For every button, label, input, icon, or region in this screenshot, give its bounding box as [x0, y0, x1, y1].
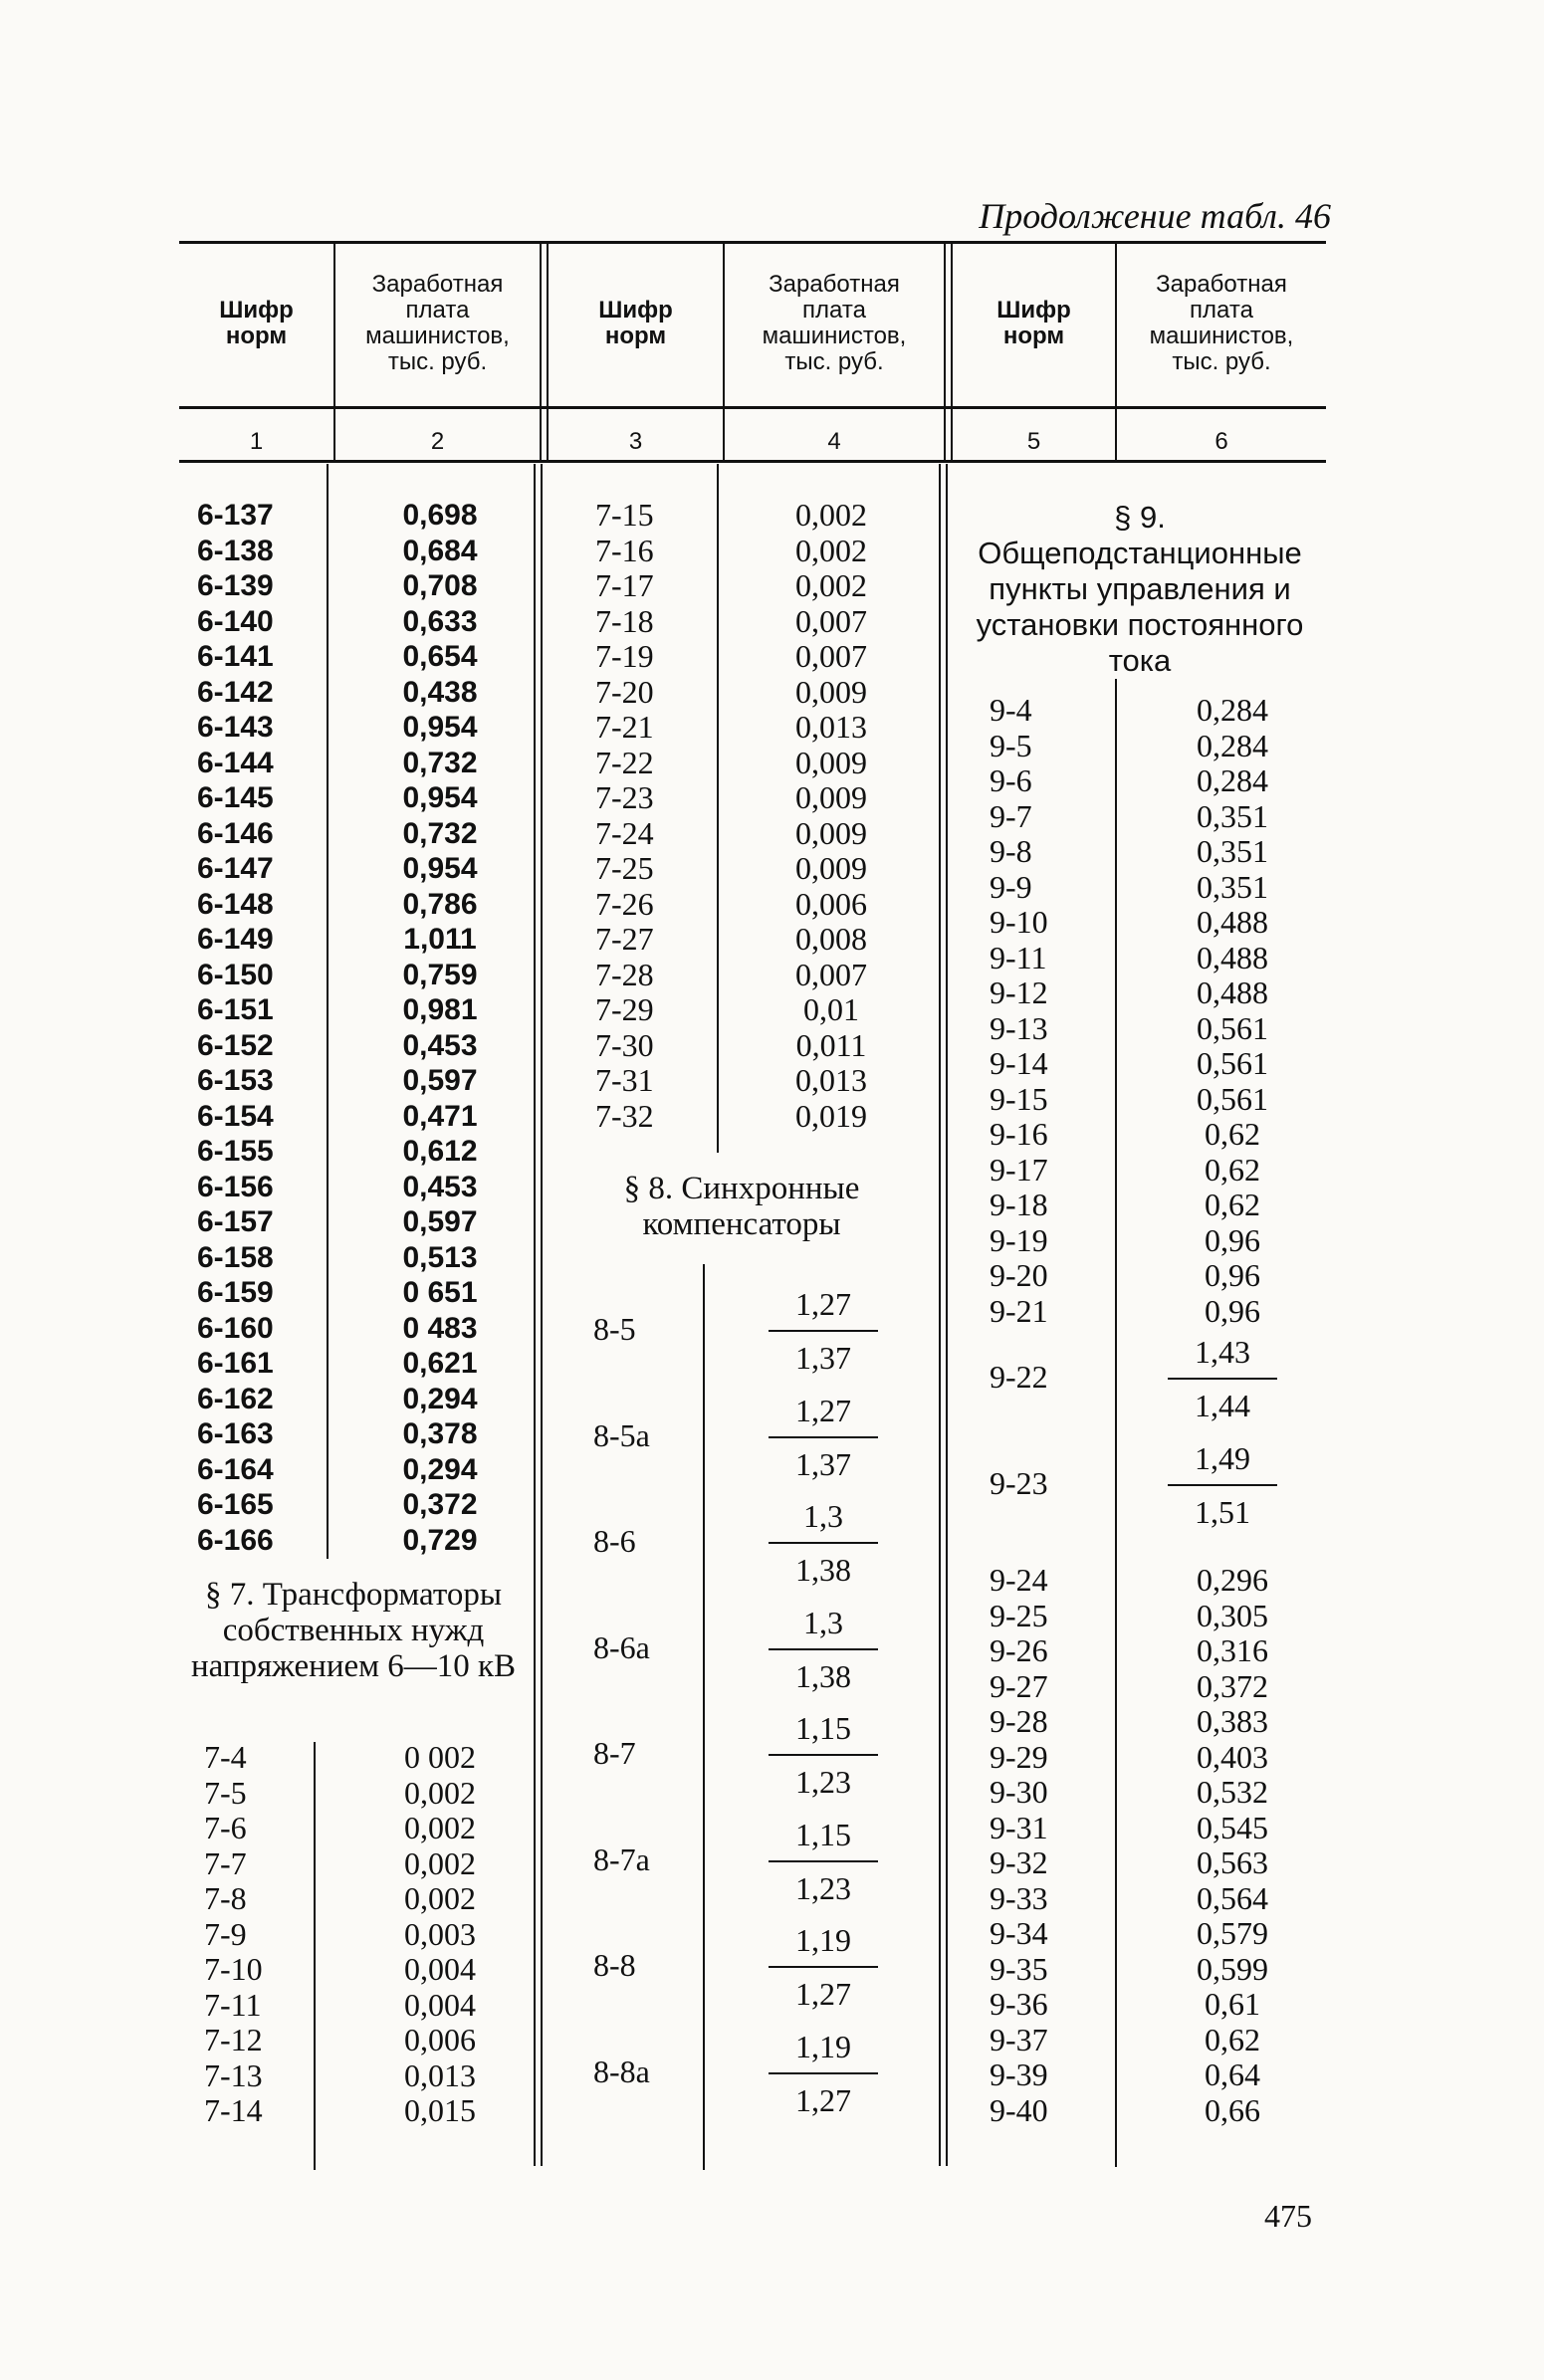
row-value: 0,532: [1197, 1774, 1268, 1810]
row-code: 9-5: [990, 727, 1032, 763]
row-value: 0,684: [402, 534, 478, 567]
fraction-top: 1,19: [795, 1922, 851, 1958]
row-value: 0,294: [402, 1452, 478, 1486]
row-code: 6-150: [197, 958, 274, 991]
row-code: 9-31: [990, 1809, 1048, 1845]
header-code-1: Шифр норм: [219, 297, 294, 349]
row-value: 0,954: [402, 711, 478, 744]
row-code: 6-141: [197, 640, 274, 673]
row-code: 9-33: [990, 1879, 1048, 1916]
row-code: 7-11: [204, 1986, 262, 2023]
row-value: 0,006: [795, 885, 867, 922]
row-code: 7-23: [595, 779, 654, 815]
row-value: 0,96: [1205, 1221, 1260, 1258]
fraction-code: 8-8а: [593, 2053, 650, 2089]
body-divider-4: [939, 464, 941, 2166]
body-divider-3: [717, 464, 719, 1153]
row-code: 7-19: [595, 638, 654, 674]
fraction-bar: [769, 1648, 878, 1650]
row-value: 1,011: [403, 923, 477, 956]
fraction-top: 1,3: [803, 1498, 843, 1534]
fraction-code: 8-5: [593, 1311, 636, 1347]
row-code: 7-32: [595, 1097, 654, 1134]
row-code: 7-12: [204, 2022, 263, 2057]
row-code: 6-149: [197, 923, 274, 956]
row-code: 9-24: [990, 1562, 1048, 1598]
row-code: 9-32: [990, 1844, 1048, 1880]
fraction-code: 8-8: [593, 1947, 636, 1983]
fraction-top: 1,15: [795, 1816, 851, 1852]
col-number-2: 2: [430, 428, 445, 455]
row-value: 0,01: [803, 991, 859, 1027]
row-code: 7-16: [595, 532, 654, 568]
row-value: 0,004: [404, 1951, 476, 1987]
fraction-bottom: 1,23: [795, 1869, 851, 1906]
header-wage-1: Заработная плата машинистов, тыс. руб.: [365, 271, 510, 375]
row-value: 0,62: [1205, 2021, 1260, 2057]
header-wage-2: Заработная плата машинистов, тыс. руб.: [762, 271, 907, 375]
row-code: 9-25: [990, 1597, 1048, 1633]
body-divider-3b: [703, 1264, 705, 2170]
fraction-value: [1168, 1440, 1277, 1530]
row-code: 9-30: [990, 1774, 1048, 1810]
row-value: 0 002: [404, 1739, 476, 1775]
row-value: 0,759: [402, 958, 478, 991]
row-code: 6-159: [197, 1276, 274, 1309]
body-divider-2b: [541, 464, 543, 2166]
row-value: 0,564: [1197, 1879, 1268, 1916]
row-value: 0,708: [402, 569, 478, 602]
header-divider-4: [944, 243, 946, 462]
row-code: 9-7: [990, 797, 1032, 834]
row-code: 9-34: [990, 1915, 1048, 1951]
fraction-value: [769, 2029, 878, 2118]
fraction-value: [769, 1393, 878, 1482]
row-value: 0,561: [1197, 1045, 1268, 1081]
row-value: 0,599: [1197, 1950, 1268, 1987]
fraction-value: [769, 1605, 878, 1694]
row-code: 9-27: [990, 1667, 1048, 1704]
row-value: 0 483: [402, 1311, 478, 1345]
row-code: 7-10: [204, 1951, 263, 1987]
row-value: 0,002: [404, 1810, 476, 1845]
row-value: 0,597: [402, 1064, 478, 1097]
row-value: 0,378: [402, 1417, 478, 1450]
row-code: 6-158: [197, 1240, 274, 1274]
row-value: 0,019: [795, 1097, 867, 1134]
row-value: 0,351: [1197, 868, 1268, 905]
header-code-2: Шифр норм: [598, 297, 673, 349]
row-value: 0,66: [1205, 2091, 1260, 2128]
col-number-1: 1: [249, 428, 264, 455]
row-code: 9-13: [990, 1009, 1048, 1046]
row-value: 0,62: [1205, 1187, 1260, 1222]
row-code: 9-26: [990, 1632, 1048, 1668]
row-code: 9-20: [990, 1257, 1048, 1293]
row-value: 0,007: [795, 956, 867, 992]
row-value: 0,294: [402, 1382, 478, 1415]
row-value: 0,96: [1205, 1257, 1260, 1293]
row-code: 6-146: [197, 816, 274, 850]
row-value: 0,284: [1197, 762, 1268, 798]
row-value: 0,305: [1197, 1597, 1268, 1633]
row-code: 9-12: [990, 974, 1048, 1010]
row-code: 6-137: [197, 499, 274, 532]
row-code: 6-157: [197, 1205, 274, 1238]
fraction-bar: [769, 1966, 878, 1968]
row-code: 9-36: [990, 1986, 1048, 2022]
row-value: 0,002: [404, 1844, 476, 1881]
row-value: 0,013: [795, 709, 867, 745]
row-value: 0,284: [1197, 727, 1268, 763]
row-code: 9-18: [990, 1187, 1048, 1222]
fraction-bar: [769, 1754, 878, 1756]
row-value: 0,488: [1197, 974, 1268, 1010]
header-code-3: Шифр норм: [996, 297, 1071, 349]
row-value: 0,013: [795, 1062, 867, 1098]
fraction-value: [769, 1922, 878, 2012]
fraction-code: 8-7а: [593, 1840, 650, 1877]
row-value: 0,002: [795, 497, 867, 533]
row-code: 7-22: [595, 744, 654, 780]
header-divider-2: [540, 243, 542, 462]
header-wage-3: Заработная плата машинистов, тыс. руб.: [1149, 271, 1294, 375]
body-divider-4b: [946, 464, 948, 2166]
fraction-bar: [1168, 1484, 1277, 1486]
fraction-bottom: 1,37: [795, 1340, 851, 1376]
row-value: 0,612: [402, 1135, 478, 1168]
row-value: 0,563: [1197, 1844, 1268, 1880]
row-value: 0,729: [402, 1523, 478, 1557]
fraction-code: 8-5а: [593, 1416, 650, 1453]
row-value: 0,351: [1197, 833, 1268, 869]
row-value: 0,002: [404, 1880, 476, 1916]
row-code: 7-5: [204, 1774, 247, 1811]
row-code: 9-39: [990, 2056, 1048, 2092]
fraction-top: 1,27: [795, 1392, 851, 1428]
col-number-4: 4: [827, 428, 841, 455]
fraction-bottom: 1,37: [795, 1445, 851, 1482]
fraction-bar: [769, 2072, 878, 2074]
row-value: 0,732: [402, 816, 478, 850]
row-value: 0,633: [402, 604, 478, 638]
fraction-code: 8-6: [593, 1523, 636, 1559]
row-code: 6-145: [197, 781, 274, 814]
body-divider-1b: [314, 1742, 316, 2170]
row-code: 6-156: [197, 1170, 274, 1203]
fraction-top: 1,19: [795, 2028, 851, 2064]
row-value: 0,004: [404, 1986, 476, 2023]
row-code: 7-30: [595, 1026, 654, 1063]
row-value: 0,438: [402, 675, 478, 709]
row-code: 6-164: [197, 1452, 274, 1486]
row-code: 9-29: [990, 1738, 1048, 1775]
row-code: 6-166: [197, 1523, 274, 1557]
fraction-bar: [769, 1542, 878, 1544]
row-code: 7-9: [204, 1915, 247, 1952]
row-value: 0,007: [795, 602, 867, 639]
row-value: 0,002: [795, 532, 867, 568]
row-value: 0 651: [402, 1276, 478, 1309]
row-value: 0,351: [1197, 797, 1268, 834]
row-code: 9-15: [990, 1080, 1048, 1117]
row-code: 7-14: [204, 2092, 263, 2128]
fraction-bar: [769, 1860, 878, 1862]
row-value: 0,981: [402, 993, 478, 1026]
row-value: 0,008: [795, 921, 867, 957]
row-value: 0,698: [402, 499, 478, 532]
row-value: 0,513: [402, 1240, 478, 1274]
row-value: 0,007: [795, 638, 867, 674]
fraction-top: 1,15: [795, 1710, 851, 1746]
row-code: 9-11: [990, 939, 1047, 975]
row-code: 7-27: [595, 921, 654, 957]
row-value: 0,009: [795, 744, 867, 780]
row-code: 7-13: [204, 2056, 263, 2093]
row-value: 0,002: [795, 567, 867, 603]
row-value: 0,561: [1197, 1080, 1268, 1117]
row-value: 0,579: [1197, 1915, 1268, 1951]
row-value: 0,954: [402, 781, 478, 814]
row-code: 6-151: [197, 993, 274, 1026]
row-code: 6-144: [197, 746, 274, 779]
row-code: 7-8: [204, 1880, 247, 1916]
row-value: 0,009: [795, 673, 867, 710]
row-value: 0,62: [1205, 1151, 1260, 1188]
row-code: 7-29: [595, 991, 654, 1027]
row-code: 6-165: [197, 1488, 274, 1521]
row-value: 0,296: [1197, 1562, 1268, 1598]
row-value: 0,011: [795, 1026, 867, 1063]
row-code: 6-161: [197, 1347, 274, 1380]
row-code: 9-4: [990, 692, 1032, 728]
fraction-bottom: 1,38: [795, 1657, 851, 1694]
row-code: 9-10: [990, 904, 1048, 940]
row-code: 6-140: [197, 604, 274, 638]
row-code: 6-148: [197, 887, 274, 921]
row-code: 7-21: [595, 709, 654, 745]
row-code: 6-163: [197, 1417, 274, 1450]
row-code: 6-162: [197, 1382, 274, 1415]
row-value: 0,488: [1197, 904, 1268, 940]
row-code: 9-19: [990, 1221, 1048, 1258]
row-value: 0,488: [1197, 939, 1268, 975]
fraction-code: 9-22: [990, 1359, 1048, 1395]
fraction-value: [769, 1286, 878, 1376]
row-code: 6-147: [197, 852, 274, 885]
row-code: 7-18: [595, 602, 654, 639]
row-value: 0,545: [1197, 1809, 1268, 1845]
fraction-value: [1168, 1334, 1277, 1423]
row-value: 0,013: [404, 2056, 476, 2093]
row-code: 6-153: [197, 1064, 274, 1097]
row-code: 9-35: [990, 1950, 1048, 1987]
row-code: 7-15: [595, 497, 654, 533]
row-value: 0,015: [404, 2092, 476, 2128]
section9-title: § 9. Общеподстанционные пункты управления и установки постоянного тока: [976, 500, 1304, 678]
row-value: 0,003: [404, 1915, 476, 1952]
row-code: 7-24: [595, 814, 654, 851]
row-value: 0,732: [402, 746, 478, 779]
row-code: 9-8: [990, 833, 1032, 869]
row-code: 6-154: [197, 1099, 274, 1133]
row-value: 0,561: [1197, 1009, 1268, 1046]
row-value: 0,64: [1205, 2056, 1260, 2092]
col-number-5: 5: [1026, 428, 1041, 455]
row-value: 0,316: [1197, 1632, 1268, 1668]
fraction-top: 1,49: [1195, 1440, 1250, 1476]
row-value: 0,61: [1205, 1986, 1260, 2022]
fraction-top: 1,43: [1195, 1334, 1250, 1370]
row-code: 7-17: [595, 567, 654, 603]
row-value: 0,786: [402, 887, 478, 921]
row-value: 0,006: [404, 2022, 476, 2057]
row-value: 0,372: [402, 1488, 478, 1521]
row-value: 0,471: [402, 1099, 478, 1133]
row-code: 9-17: [990, 1151, 1048, 1188]
row-code: 9-6: [990, 762, 1032, 798]
row-value: 0,002: [404, 1774, 476, 1811]
fraction-bottom: 1,23: [795, 1764, 851, 1800]
row-code: 7-28: [595, 956, 654, 992]
row-code: 7-26: [595, 885, 654, 922]
fraction-bottom: 1,51: [1195, 1494, 1250, 1530]
fraction-bar: [769, 1330, 878, 1332]
row-code: 9-14: [990, 1045, 1048, 1081]
row-code: 9-37: [990, 2021, 1048, 2057]
row-value: 0,954: [402, 852, 478, 885]
row-code: 7-31: [595, 1062, 654, 1098]
fraction-bottom: 1,38: [795, 1552, 851, 1588]
row-code: 6-152: [197, 1028, 274, 1062]
rule-top: [179, 241, 1326, 244]
row-code: 6-142: [197, 675, 274, 709]
table-caption: Продолжение табл. 46: [979, 196, 1331, 236]
row-code: 6-139: [197, 569, 274, 602]
body-divider-2: [534, 464, 536, 2166]
body-divider-5: [1115, 679, 1117, 2167]
fraction-value: [769, 1498, 878, 1588]
fraction-bar: [1168, 1378, 1277, 1380]
row-value: 0,654: [402, 640, 478, 673]
row-code: 7-25: [595, 850, 654, 886]
row-code: 6-138: [197, 534, 274, 567]
fraction-bar: [769, 1436, 878, 1438]
col-number-3: 3: [628, 428, 643, 455]
row-code: 7-7: [204, 1844, 247, 1881]
fraction-value: [769, 1817, 878, 1906]
body-divider-1: [327, 464, 329, 1559]
row-value: 0,372: [1197, 1667, 1268, 1704]
row-value: 0,284: [1197, 692, 1268, 728]
fraction-top: 1,3: [803, 1604, 843, 1640]
fraction-top: 1,27: [795, 1286, 851, 1322]
row-value: 0,453: [402, 1028, 478, 1062]
row-code: 7-6: [204, 1810, 247, 1845]
row-value: 0,383: [1197, 1703, 1268, 1739]
fraction-code: 9-23: [990, 1465, 1048, 1501]
row-code: 9-16: [990, 1116, 1048, 1152]
row-code: 6-160: [197, 1311, 274, 1345]
fraction-bottom: 1,27: [795, 1976, 851, 2012]
row-code: 6-143: [197, 711, 274, 744]
row-value: 0,621: [402, 1347, 478, 1380]
rule-header-bottom: [179, 406, 1326, 409]
fraction-bottom: 1,27: [795, 2081, 851, 2118]
row-code: 7-4: [204, 1739, 247, 1775]
section7-title: § 7. Трансформаторы собственных нужд напряжением 6—10 кВ: [190, 1577, 517, 1684]
row-code: 9-28: [990, 1703, 1048, 1739]
row-code: 9-40: [990, 2091, 1048, 2128]
row-code: 7-20: [595, 673, 654, 710]
row-value: 0,96: [1205, 1292, 1260, 1329]
row-value: 0,62: [1205, 1116, 1260, 1152]
row-value: 0,597: [402, 1205, 478, 1238]
fraction-code: 8-6а: [593, 1628, 650, 1665]
row-value: 0,009: [795, 779, 867, 815]
section8-title: § 8. Синхронные компенсаторы: [623, 1171, 860, 1242]
col-number-6: 6: [1214, 428, 1228, 455]
row-code: 6-155: [197, 1135, 274, 1168]
fraction-bottom: 1,44: [1195, 1388, 1250, 1423]
fraction-value: [769, 1710, 878, 1800]
row-code: 9-21: [990, 1292, 1048, 1329]
row-code: 9-9: [990, 868, 1032, 905]
row-value: 0,453: [402, 1170, 478, 1203]
row-value: 0,403: [1197, 1738, 1268, 1775]
row-value: 0,009: [795, 850, 867, 886]
fraction-code: 8-7: [593, 1735, 636, 1771]
page-number: 475: [1264, 2198, 1312, 2234]
row-value: 0,009: [795, 814, 867, 851]
